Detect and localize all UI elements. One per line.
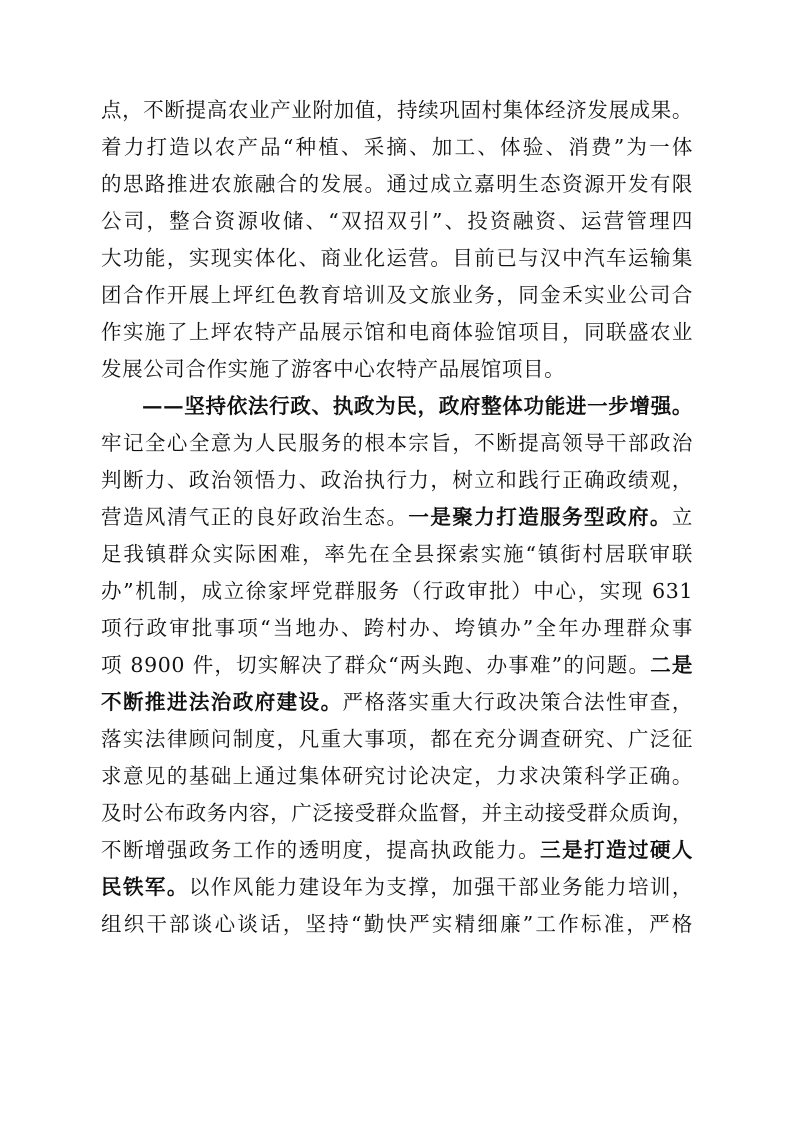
- text-run: 不断增强政务工作的透明度，提高执政能力。: [101, 838, 541, 862]
- text-line: [101, 832, 693, 869]
- text-run: 严格落实重大行政决策合法性审查，: [342, 690, 693, 714]
- text-line: 办”机制，成立徐家坪党群服务（行政审批）中心，实现 631: [101, 579, 693, 603]
- text-run: 项 8900 件，切实解决了群众“两头跑、办事难”的问题。: [101, 653, 651, 677]
- text-line: 判断力、政治领悟力、政治执行力，树立和践行正确政绩观，: [101, 468, 693, 492]
- text-run: 营造风清气正的良好政治生态。: [101, 505, 409, 529]
- bold-subheading: 不断推进法治政府建设。: [101, 690, 343, 714]
- text-line: [101, 684, 693, 721]
- text-line: 组织干部谈心谈话，坚持“勤快严实精细廉”工作标准，严格: [101, 912, 693, 936]
- bold-subheading: 二是: [650, 653, 694, 677]
- text-line: 落实法律顾问制度，凡重大事项，都在充分调查研究、广泛征: [101, 727, 693, 751]
- text-line: 作实施了上坪农特产品展示馆和电商体验馆项目，同联盛农业: [101, 320, 693, 344]
- text-line: 足我镇群众实际困难，率先在全县探索实施“镇街村居联审联: [101, 542, 693, 566]
- paragraph-agritourism: [101, 92, 693, 388]
- text-line: [101, 499, 693, 536]
- paragraph-rule-of-law: [101, 388, 693, 943]
- text-run: 以作风能力建设年为支撑，加强干部业务能力培训，: [188, 875, 693, 899]
- bold-subheading: 三是打造过硬人: [540, 838, 694, 862]
- text-line: 团合作开展上坪红色教育培训及文旅业务，同金禾实业公司合: [101, 283, 693, 307]
- section-heading: ——坚持依法行政、执政为民，政府整体功能进一步增强。: [142, 394, 693, 418]
- text-line: 及时公布政务内容，广泛接受群众监督，并主动接受群众质询，: [101, 801, 693, 825]
- text-line: [101, 869, 693, 906]
- text-line: 公司，整合资源收储、“双招双引”、投资融资、运营管理四: [101, 209, 693, 233]
- text-line: 着力打造以农产品“种植、采摘、加工、体验、消费”为一体: [101, 135, 693, 159]
- text-line: 求意见的基础上通过集体研究讨论决定，力求决策科学正确。: [101, 764, 693, 788]
- bold-subheading: 一是聚力打造服务型政府。: [408, 505, 672, 529]
- bold-subheading: 民铁军。: [101, 875, 189, 899]
- text-line: 大功能，实现实体化、商业化运营。目前已与汉中汽车运输集: [101, 246, 693, 270]
- text-line: [101, 647, 693, 684]
- text-line: 的思路推进农旅融合的发展。通过成立嘉明生态资源开发有限: [101, 172, 693, 196]
- text-line: 项行政审批事项“当地办、跨村办、垮镇办”全年办理群众事: [101, 616, 693, 640]
- text-line: 牢记全心全意为人民服务的根本宗旨，不断提高领导干部政治: [101, 431, 693, 455]
- text-line: 点，不断提高农业产业附加值，持续巩固村集体经济发展成果。: [101, 98, 693, 122]
- text-run: 立: [671, 505, 693, 529]
- text-line: 发展公司合作实施了游客中心农特产品展馆项目。: [101, 357, 566, 381]
